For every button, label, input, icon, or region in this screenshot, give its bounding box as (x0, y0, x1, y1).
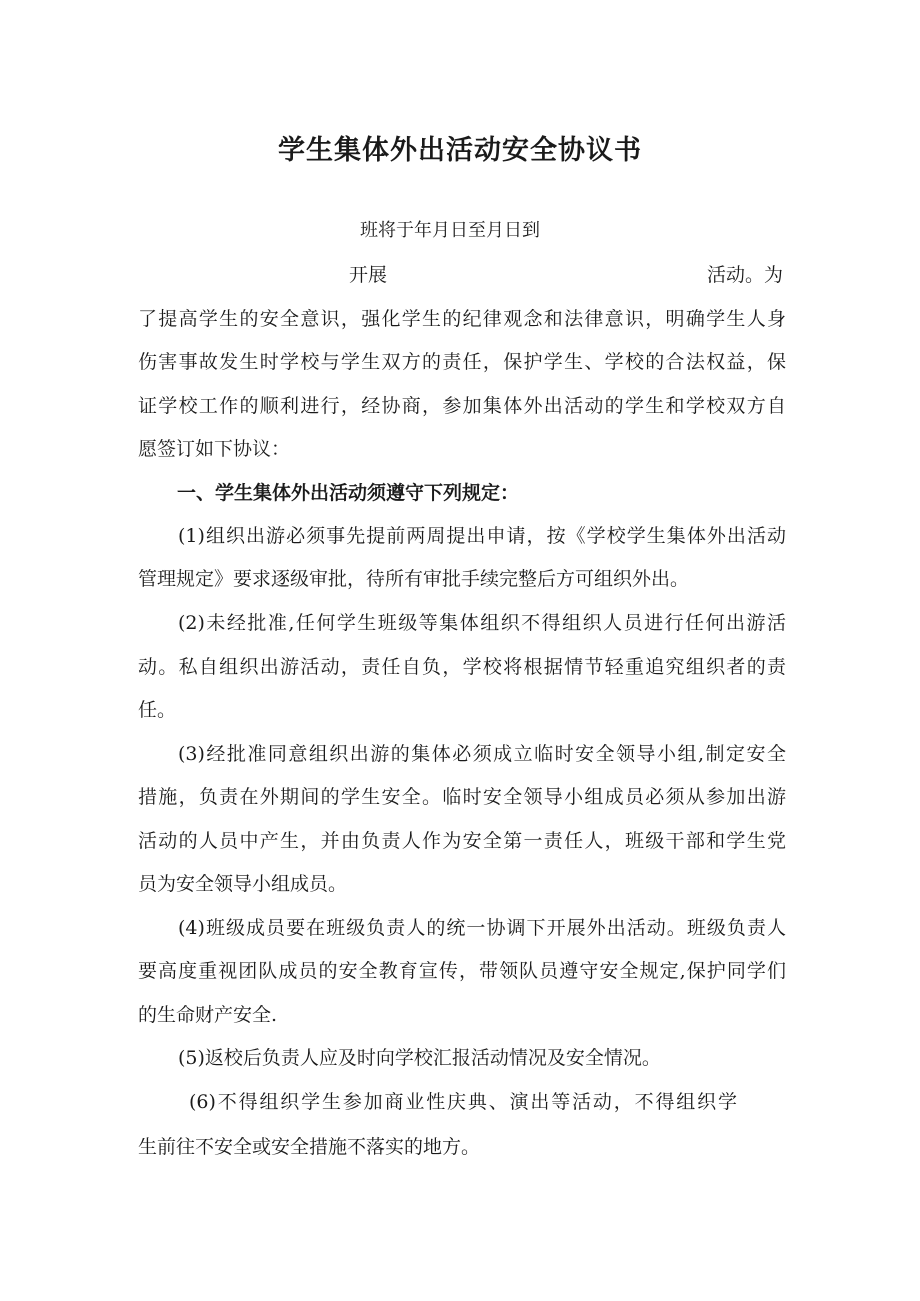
rule-5-line-1: (5)返校后负责人应及时向学校汇报活动情况及安全情况。 (178, 1047, 661, 1069)
intro-line-2-start: 开展 (349, 264, 388, 286)
rule-6-line-1: (6)不得组织学生参加商业性庆典、演出等活动，不得组织学 (189, 1091, 737, 1113)
intro-line-6: 愿签订如下协议： (138, 438, 291, 460)
intro-line-1: 班将于年月日至月日到 (360, 220, 540, 241)
intro-line-5: 证学校工作的顺利进行，经协商，参加集体外出活动的学生和学校双方自 (138, 395, 786, 417)
rule-6-line-2: 生前往不安全或安全措施不落实的地方。 (138, 1136, 481, 1158)
rule-3-line-3: 活动的人员中产生，并由负责人作为安全第一责任人，班级干部和学生党 (138, 830, 786, 852)
intro-line-2-end: 活动。为 (707, 264, 784, 286)
rule-1-line-2: 管理规定》要求逐级审批，待所有审批手续完整后方可组织外出。 (138, 568, 690, 590)
rule-3-line-4: 员为安全领导小组成员。 (138, 873, 348, 895)
rule-2-line-3: 任。 (138, 699, 177, 721)
intro-line-4: 伤害事故发生时学校与学生双方的责任，保护学生、学校的合法权益，保 (138, 351, 786, 373)
rule-4-line-1: (4)班级成员要在班级负责人的统一协调下开展外出活动。班级负责人 (178, 917, 786, 939)
rule-1-line-1: (1)组织出游必须事先提前两周提出申请，按《学校学生集体外出活动 (178, 525, 786, 547)
rule-4-line-2: 要高度重视团队成员的安全教育宣传，带领队员遵守安全规定,保护同学们 (138, 960, 786, 982)
intro-line-3: 了提高学生的安全意识，强化学生的纪律观念和法律意识，明确学生人身 (138, 308, 786, 330)
section-1-heading: 一、学生集体外出活动须遵守下列规定： (177, 482, 520, 504)
rule-2-line-1: (2)未经批准,任何学生班级等集体组织不得组织人员进行任何出游活 (178, 612, 786, 634)
rule-3-line-1: (3)经批准同意组织出游的集体必须成立临时安全领导小组,制定安全 (178, 743, 786, 765)
rule-4-line-3: 的生命财产安全. (138, 1004, 278, 1026)
document-title: 学生集体外出活动安全协议书 (278, 135, 642, 166)
rule-2-line-2: 动。私自组织出游活动，责任自负，学校将根据情节轻重追究组织者的责 (138, 656, 786, 678)
rule-3-line-2: 措施，负责在外期间的学生安全。临时安全领导小组成员必须从参加出游 (138, 786, 786, 808)
